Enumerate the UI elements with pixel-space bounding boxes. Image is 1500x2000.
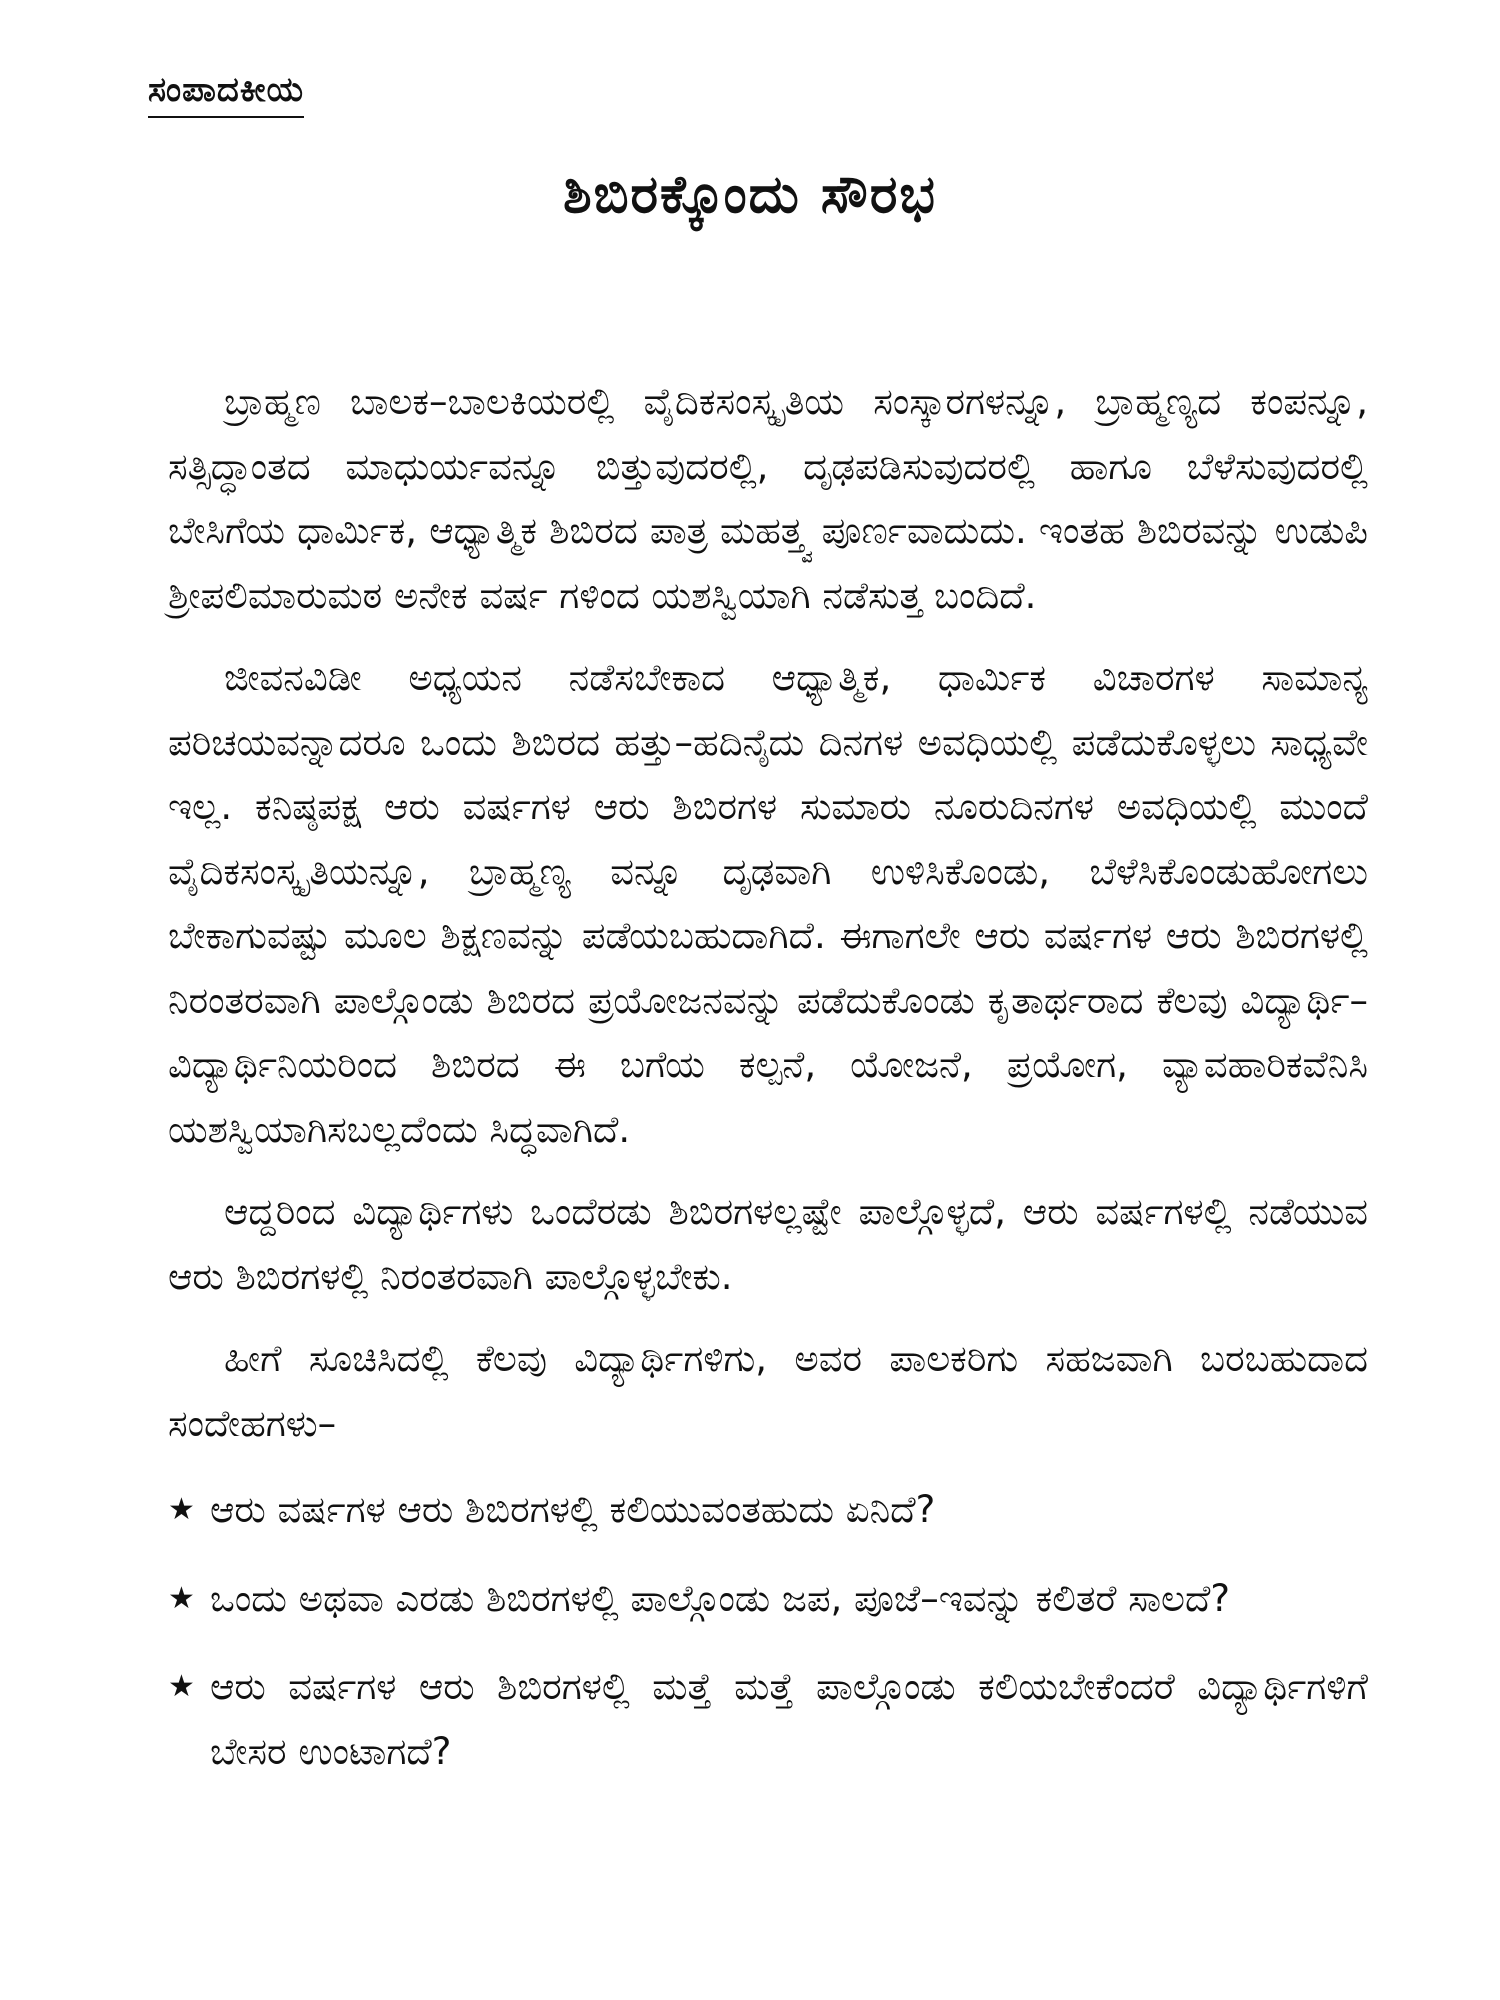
question-text: ಒಂದು ಅಥವಾ ಎರಡು ಶಿಬಿರಗಳಲ್ಲಿ ಪಾಲ್ಗೊಂಡು ಜಪ, ಪೂಜೆ–ಇವನ್ನು ಕಲಿತರೆ ಸಾಲದೆ? [210,1576,1230,1620]
star-icon: ★ [168,1669,195,1704]
star-icon: ★ [168,1580,195,1616]
question-item [168,1567,1368,1632]
paragraph-intro: ಬ್ರಾಹ್ಮಣ ಬಾಲಕ–ಬಾಲಕಿಯರಲ್ಲಿ ವೈದಿಕಸಂಸ್ಕೃತಿಯ ಸಂಸ್ಕಾರಗಳನ್ನೂ, ಬ್ರಾಹ್ಮಣ್ಯದ ಕಂಪನ್ನೂ, ಸತ್ಸಿದ್ಧಾಂತದ ಮಾಧುರ್ಯವನ್ನೂ ಬಿತ್ತುವುದರಲ್ಲಿ, ದೃಢಪಡಿಸುವುದರಲ್ಲಿ ಹಾಗೂ ಬೆಳೆಸುವುದರಲ್ಲಿ ಬೇಸಿಗೆಯ ಧಾರ್ಮಿಕ, ಆಧ್ಯಾತ್ಮಿಕ ಶಿಬಿರದ ಪಾತ್ರ ಮಹತ್ತ್ವ ಪೂರ್ಣವಾದುದು. ಇಂತಹ ಶಿಬಿರವನ್ನು ಉಡುಪಿ ಶ್ರೀಪಲಿಮಾರುಮಠ ಅನೇಕ ವರ್ಷ ಗಳಿಂದ ಯಶಸ್ವಿಯಾಗಿ ನಡೆಸುತ್ತ ಬಂದಿದೆ. [168,380,1368,617]
paragraph-conclusion: ಆದ್ದರಿಂದ ವಿದ್ಯಾರ್ಥಿಗಳು ಒಂದೆರಡು ಶಿಬಿರಗಳಲ್ಲಷ್ಟೇ ಪಾಲ್ಗೊಳ್ಳದೆ, ಆರು ವರ್ಷಗಳಲ್ಲಿ ನಡೆಯುವ ಆರು ಶಿಬಿರಗಳಲ್ಲಿ ನಿರಂತರವಾಗಿ ಪಾಲ್ಗೊಳ್ಳಬೇಕು. [168,1190,1368,1298]
question-list [168,1478,1368,1784]
question-item [168,1478,1368,1543]
page-title: ಶಿಬಿರಕ್ಕೊಂದು ಸೌರಭ [563,165,937,225]
question-item [168,1655,1368,1784]
question-text: ಆರು ವರ್ಷಗಳ ಆರು ಶಿಬಿರಗಳಲ್ಲಿ ಕಲಿಯುವಂತಹುದು ಏನಿದೆ? [210,1488,936,1531]
star-icon: ★ [168,1492,195,1527]
question-text: ಆರು ವರ್ಷಗಳ ಆರು ಶಿಬಿರಗಳಲ್ಲಿ ಮತ್ತೆ ಮತ್ತೆ ಪಾಲ್ಗೊಂಡು ಕಲಿಯಬೇಕೆಂದರೆ ವಿದ್ಯಾರ್ಥಿಗಳಿಗೆ ಬೇಸರ ಉಂಟಾಗದೆ? [210,1665,1368,1773]
paragraph-doubts: ಹೀಗೆ ಸೂಚಿಸಿದಲ್ಲಿ ಕೆಲವು ವಿದ್ಯಾರ್ಥಿಗಳಿಗು, ಅವರ ಪಾಲಕರಿಗು ಸಹಜವಾಗಿ ಬರಬಹುದಾದ ಸಂದೇಹಗಳು– [168,1337,1368,1445]
section-label: ಸಂಪಾದಕೀಯ [148,70,304,118]
paragraph-study: ಜೀವನವಿಡೀ ಅಧ್ಯಯನ ನಡೆಸಬೇಕಾದ ಆಧ್ಯಾತ್ಮಿಕ, ಧಾರ್ಮಿಕ ವಿಚಾರಗಳ ಸಾಮಾನ್ಯ ಪರಿಚಯವನ್ನಾದರೂ ಒಂದು ಶಿಬಿರದ ಹತ್ತು–ಹದಿನೈದು ದಿನಗಳ ಅವಧಿಯಲ್ಲಿ ಪಡೆದುಕೊಳ್ಳಲು ಸಾಧ್ಯವೇ ಇಲ್ಲ. ಕನಿಷ್ಠಪಕ್ಷ ಆರು ವರ್ಷಗಳ ಆರು ಶಿಬಿರಗಳ ಸುಮಾರು ನೂರುದಿನಗಳ ಅವಧಿಯಲ್ಲಿ ಮುಂದೆ ವೈದಿಕಸಂಸ್ಕೃತಿಯನ್ನೂ, ಬ್ರಾಹ್ಮಣ್ಯ ವನ್ನೂ ದೃಢವಾಗಿ ಉಳಿಸಿಕೊಂಡು, ಬೆಳೆಸಿಕೊಂಡುಹೋಗಲು ಬೇಕಾಗುವಷ್ಟು ಮೂಲ ಶಿಕ್ಷಣವನ್ನು ಪಡೆಯಬಹುದಾಗಿದೆ. ಈಗಾಗಲೇ ಆರು ವರ್ಷಗಳ ಆರು ಶಿಬಿರಗಳಲ್ಲಿ ನಿರಂತರವಾಗಿ ಪಾಲ್ಗೊಂಡು ಶಿಬಿರದ ಪ್ರಯೋಜನವನ್ನು ಪಡೆದುಕೊಂಡು ಕೃತಾರ್ಥರಾದ ಕೆಲವು ವಿದ್ಯಾರ್ಥಿ–ವಿದ್ಯಾರ್ಥಿನಿಯರಿಂದ ಶಿಬಿರದ ಈ ಬಗೆಯ ಕಲ್ಪನೆ, ಯೋಜನೆ, ಪ್ರಯೋಗ, ವ್ಯಾವಹಾರಿಕವೆನಿಸಿ ಯಶಸ್ವಿಯಾಗಿಸಬಲ್ಲದೆಂದು ಸಿದ್ಧವಾಗಿದೆ. [168,656,1368,1151]
article-body [168,370,1368,1808]
